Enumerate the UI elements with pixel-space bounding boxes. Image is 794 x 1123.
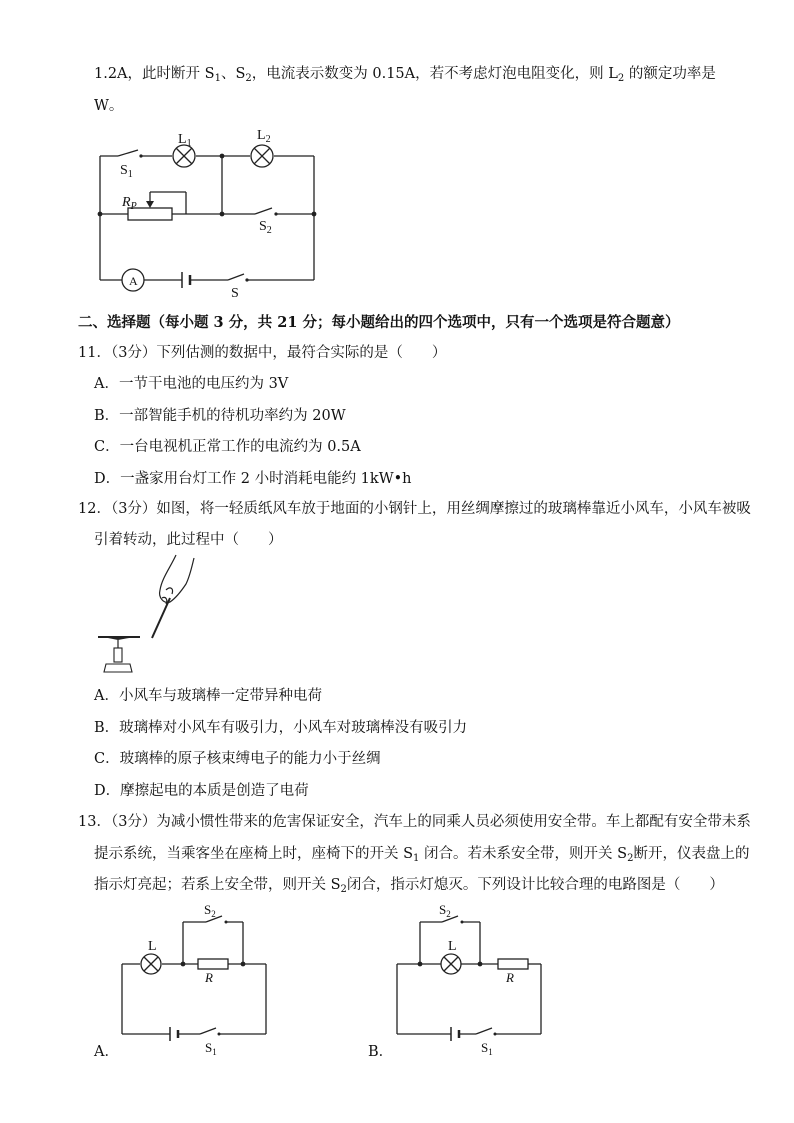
svg-text:L: L <box>148 939 157 954</box>
section-heading: 二、选择题（每小题 3 分，共 21 分；每小题给出的四个选项中，只有一个选项是符合题意） <box>78 314 680 331</box>
q13-option-b-label: B． <box>368 1044 394 1060</box>
q11-option-d: D．一盏家用台灯工作 2 小时消耗电能约 1kW•h <box>94 471 412 487</box>
svg-text:L: L <box>448 939 457 954</box>
q12-option-b: B．玻璃棒对小风车有吸引力，小风车对玻璃棒没有吸引力 <box>94 720 468 736</box>
q12-option-d: D．摩擦起电的本质是创造了电荷 <box>94 783 309 799</box>
svg-text:S1: $S_1$ <box>205 1040 217 1057</box>
q13-stem-line3: 指示灯亮起；若系上安全带，则开关 $S_2$闭合，指示灯熄灭。下列设计比较合理的电路图是（ ） <box>94 877 724 895</box>
q12-stem-line1: 12．（3分）如图，将一轻质纸风车放于地面的小钢针上，用丝绸摩擦过的玻璃棒靠近小风车，小风车被吸 <box>78 501 751 517</box>
svg-text:R: R <box>506 970 514 985</box>
q11-option-a: A．一节干电池的电压约为 3V <box>94 376 289 392</box>
svg-text:L2: $L_2$ <box>257 128 271 145</box>
svg-text:R: R <box>205 970 213 985</box>
svg-text:S2: $S_2$ <box>259 219 272 236</box>
q12-option-a: A．小风车与玻璃棒一定带异种电荷 <box>94 688 322 704</box>
svg-text:L1: $L_1$ <box>178 132 192 149</box>
q13-stem-line1: 13．（3分）为减小惯性带来的危害保证安全，汽车上的同乘人员必须使用安全带。车上都配有安全带未系 <box>78 814 751 830</box>
svg-text:RP: $R_P$ <box>122 195 137 212</box>
svg-text:S1: $S_1$ <box>481 1040 493 1057</box>
q10-line2: W。 <box>94 98 124 114</box>
svg-text:S2: $S_2$ <box>204 902 216 919</box>
q12-stem-line2: 引着转动，此过程中（ ） <box>94 532 283 548</box>
q13-option-a-label: A． <box>94 1044 119 1060</box>
svg-text:A: A <box>129 274 138 288</box>
svg-text:S1: $S_1$ <box>120 163 133 180</box>
q10-line1: 1.2A，此时断开 $S_1$、$S_2$，电流表示数变为 0.15A，若不考虑灯泡电阻变化，则 $L_2$ 的额定功率是 <box>94 66 716 84</box>
svg-text:S2: $S_2$ <box>439 902 451 919</box>
q11-option-b: B．一部智能手机的待机功率约为 20W <box>94 408 346 424</box>
q11-stem: 11．（3分）下列估测的数据中，最符合实际的是（ ） <box>78 345 447 361</box>
q11-option-c: C．一台电视机正常工作的电流约为 0.5A <box>94 439 361 455</box>
q13-stem-line2: 提示系统，当乘客坐在座椅上时，座椅下的开关 $S_1$ 闭合。若未系安全带，则开关 $S_2$断开，仪表盘上的 <box>94 846 750 864</box>
q12-option-c: C．玻璃棒的原子核束缚电子的能力小于丝绸 <box>94 751 381 767</box>
svg-text:S: S <box>231 286 239 301</box>
